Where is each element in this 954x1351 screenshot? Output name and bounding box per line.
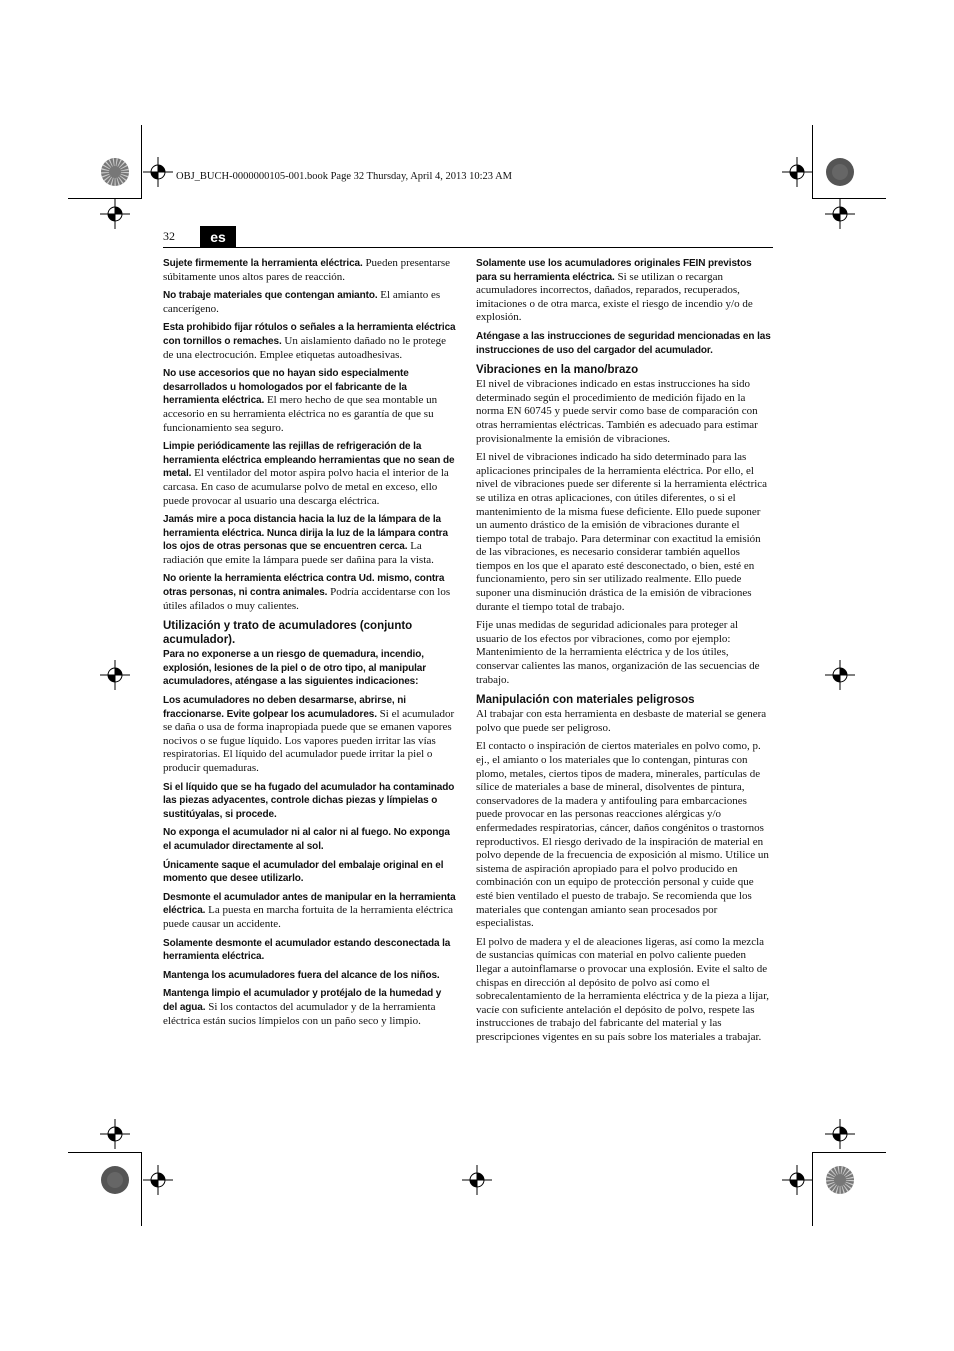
registration-mark-icon [825, 199, 855, 229]
registration-mark-icon [462, 1165, 492, 1195]
body-text: Si se utilizan o recargan acumuladores incorrectos, dañados, reparados, recuperados, imitaciones o de otra marca, existe el riesgo de incendio y/o de explosión. [476, 270, 753, 324]
bold-lead: No use accesorios que no hayan sido especialmente desarrollados u homologados por el fabricante de la herramienta eléctrica. [163, 368, 409, 407]
paragraph [476, 257, 771, 325]
body-text: El amianto es cancerígeno. [163, 289, 441, 315]
section-heading: Vibraciones en la mano/brazo [476, 364, 639, 377]
body-text: Si el acumulador se daña o usa de forma inapropiada puede que se emanen vapores nocivos o se fugue líquido. Los vapores pueden irritar las vías respiratorias. El líquido del acumulador puede irritar la piel o producir quemaduras. [163, 707, 455, 774]
paragraph [163, 648, 458, 689]
section-heading: Utilización y trato de acumuladores (conjunto acumulador). [163, 620, 413, 647]
body-text: Fije unas medidas de seguridad adicionales para proteger al usuario de los efectos por vibraciones, como por ejemplo: Mantenimiento de la herramienta eléctrica y de los útiles, conservar calientes las manos, organización de las secuencias de trabajo. [476, 619, 760, 686]
crop-mark [141, 125, 142, 199]
registration-mark-icon [143, 1165, 173, 1195]
body-text: Pueden presentarse súbitamente unos altos pares de reacción. [163, 257, 451, 283]
color-target-icon [100, 1165, 130, 1195]
body-text: El ventilador del motor aspira polvo hacia el interior de la carcasa. En caso de acumularse polvo de metal en exceso, ello puede provocar al usuario una descarga eléctrica. [163, 467, 449, 507]
bold-lead: Mantenga limpio el acumulador y protéjalo de la humedad y del agua. [163, 988, 442, 1013]
body-text: El nivel de vibraciones indicado en estas instrucciones ha sido determinado según el procedimiento de medición fijado en la norma EN 60745 y puede servir como base de comparación con otras herramientas eléctricas. También es adecuado para estimar provisionalmente la emisión de vibraciones. [476, 378, 758, 445]
registration-mark-icon [100, 1119, 130, 1149]
bold-lead: Mantenga los acumuladores fuera del alcance de los niños. [163, 969, 440, 981]
body-text: El nivel de vibraciones indicado ha sido determinado para las aplicaciones principales de la herramienta eléctrica. Por ello, el nivel de vibraciones puede ser diferente si la herramienta eléctrica se utiliza en otras aplicaciones, con útiles diferentes, o si el mantenimiento de la misma fuese deficiente. Ello puede suponer un aumento drástico de la emisión de vibraciones durante el tiempo total de trabajo. Para determinar con exactitud la emisión de las vibraciones, es necesario considerar también aquellos tiempos en los que el aparato esté desconectado, o bien, esté en funcionamiento, pero sin ser utilizado realmente. Ello puede suponer una disminución drástica de la emisión de vibraciones durante el tiempo total de trabajo. [476, 451, 768, 613]
body-text: El mero hecho de que sea montable un accesorio en su herramienta eléctrica no es garantía de que su funcionamiento sea seguro. [163, 394, 438, 434]
body-text: El polvo de madera y el de aleaciones ligeras, así como la mezcla de sustancias químicas con material en polvo caliente pueden llegar a autoinflamarse o provocar una explosión. Evite el salto de chispas en dirección al depósito de polvo así como el sobrecalentamiento de la herramienta eléctrica y de la pieza a lijar, vacíe con suficiente antelación el depósito de polvo, respete las instrucciones de trabajo del fabricante del material y las prescripciones vigentes en su país sobre los materiales a trabajar. [476, 935, 770, 1043]
crop-mark [812, 1152, 813, 1226]
crop-mark [68, 1152, 142, 1153]
paragraph [476, 619, 771, 687]
registration-mark-icon [100, 660, 130, 690]
bold-lead: Solamente use los acumuladores originales FEIN previstos para su herramienta eléctrica. [476, 258, 752, 283]
section-heading: Manipulación con materiales peligrosos [476, 694, 695, 707]
paragraph [163, 367, 458, 435]
bold-lead: Sujete firmemente la herramienta eléctrica. [163, 258, 363, 269]
language-badge: es [200, 226, 236, 247]
registration-mark-icon [143, 157, 173, 187]
bold-lead: Únicamente saque el acumulador del embalaje original en el momento que desee utilizarlo. [163, 859, 444, 885]
header-rule [163, 247, 773, 248]
paragraph [163, 513, 458, 567]
bold-lead: No oriente la herramienta eléctrica contra Ud. mismo, contra otras personas, ni contra animales. [163, 573, 445, 599]
crop-mark [812, 125, 813, 199]
body-text: La puesta en marcha fortuita de la herramienta eléctrica puede causar un accidente. [163, 904, 454, 930]
registration-mark-icon [100, 199, 130, 229]
paragraph [163, 289, 458, 316]
registration-mark-icon [825, 1119, 855, 1149]
right-column [476, 257, 771, 1049]
print-header: OBJ_BUCH-0000000105-001.book Page 32 Thursday, April 4, 2013 10:23 AM [176, 171, 512, 182]
bold-lead: Esta prohibido fijar rótulos o señales a la herramienta eléctrica con tornillos o remaches. [163, 322, 456, 347]
registration-mark-icon [782, 157, 812, 187]
paragraph [163, 859, 458, 886]
bold-lead: Los acumuladores no deben desarmarse, abrirse, ni fraccionarse. Evite golpear los acumuladores. [163, 695, 406, 720]
color-target-icon [100, 157, 130, 187]
bold-lead: Si el líquido que se ha fugado del acumulador ha contaminado las piezas adyacentes, controle dichas piezas y límpielas o sustitúyalas, si procede. [163, 781, 455, 820]
color-target-icon [825, 157, 855, 187]
paragraph [163, 891, 458, 932]
paragraph [476, 330, 771, 357]
paragraph [163, 257, 458, 284]
crop-mark [812, 1152, 886, 1153]
bold-lead: Desmonte el acumulador antes de manipular en la herramienta eléctrica. [163, 891, 456, 917]
registration-mark-icon [782, 1165, 812, 1195]
paragraph [476, 740, 771, 930]
body-text: Podría accidentarse con los útiles afilados o muy calientes. [163, 586, 451, 612]
bold-lead: Jamás mire a poca distancia hacia la luz de la lámpara de la herramienta eléctrica. Nunca dirija la luz de la lámpara contra los ojos de otras personas que se encuentren cerca. [163, 514, 448, 553]
bold-lead: No exponga el acumulador ni al calor ni al fuego. No exponga el acumulador directamente al sol. [163, 827, 450, 852]
body-text: La radiación que emite la lámpara puede ser dañina para la vista. [163, 540, 434, 566]
paragraph [163, 781, 458, 822]
body-text: Un aislamiento dañado no le protege de una electrocución. Emplee etiquetas autoadhesivas. [163, 334, 446, 361]
body-text: Si los contactos del acumulador y de la herramienta eléctrica están sucios límpielos con un paño seco y limpio. [163, 1000, 436, 1027]
registration-mark-icon [825, 660, 855, 690]
paragraph [163, 572, 458, 613]
paragraph [476, 936, 771, 1045]
paragraph [163, 937, 458, 964]
paragraph [476, 378, 771, 446]
bold-lead: Solamente desmonte el acumulador estando desconectada la herramienta eléctrica. [163, 937, 451, 963]
body-text: Al trabajar con esta herramienta en desbaste de material se genera polvo que puede ser peligroso. [476, 708, 767, 734]
paragraph [163, 694, 458, 776]
left-column [163, 257, 458, 1033]
paragraph [476, 708, 771, 735]
body-text: El contacto o inspiración de ciertos materiales en polvo como, p. ej., el amianto o los materiales que lo contengan, pinturas con plomo, metales, ciertos tipos de madera, minerales, partículas de sílice de materiales a base de mineral, disolventes de pintura, conservadores de la madera y antifouling para embarcaciones puede provocar en las personas reacciones alérgicas y/o enfermedades respiratorias, cáncer, daños congénitos o trastornos reproductivos. El riesgo derivado de la inspiración de material en polvo depende de la frecuencia de exposición al mismo. Utilice un sistema de aspiración apropiado para el polvo producido en combinación con un equipo de protección personal y cuide que esté bien ventilado el puesto de trabajo. Se recomienda que los materiales que contengan amianto sean procesados por especialistas. [476, 740, 769, 930]
paragraph [163, 987, 458, 1028]
color-target-icon [825, 1165, 855, 1195]
paragraph [163, 440, 458, 508]
paragraph [476, 451, 771, 614]
paragraph [163, 321, 458, 362]
page-number: 32 [163, 229, 175, 243]
paragraph [163, 826, 458, 853]
crop-mark [141, 1152, 142, 1226]
bold-lead: Para no exponerse a un riesgo de quemadura, incendio, explosión, lesiones de la piel o de otro tipo, al manipular acumuladores, aténgase a las siguientes indicaciones: [163, 649, 427, 688]
bold-lead: No trabaje materiales que contengan amianto. [163, 290, 378, 302]
bold-lead: Aténgase a las instrucciones de seguridad mencionadas en las instrucciones de uso del cargador del acumulador. [476, 330, 771, 356]
bold-lead: Limpie periódicamente las rejillas de refrigeración de la herramienta eléctrica empleando herramientas que no sean de metal. [163, 441, 455, 480]
paragraph [163, 969, 458, 983]
